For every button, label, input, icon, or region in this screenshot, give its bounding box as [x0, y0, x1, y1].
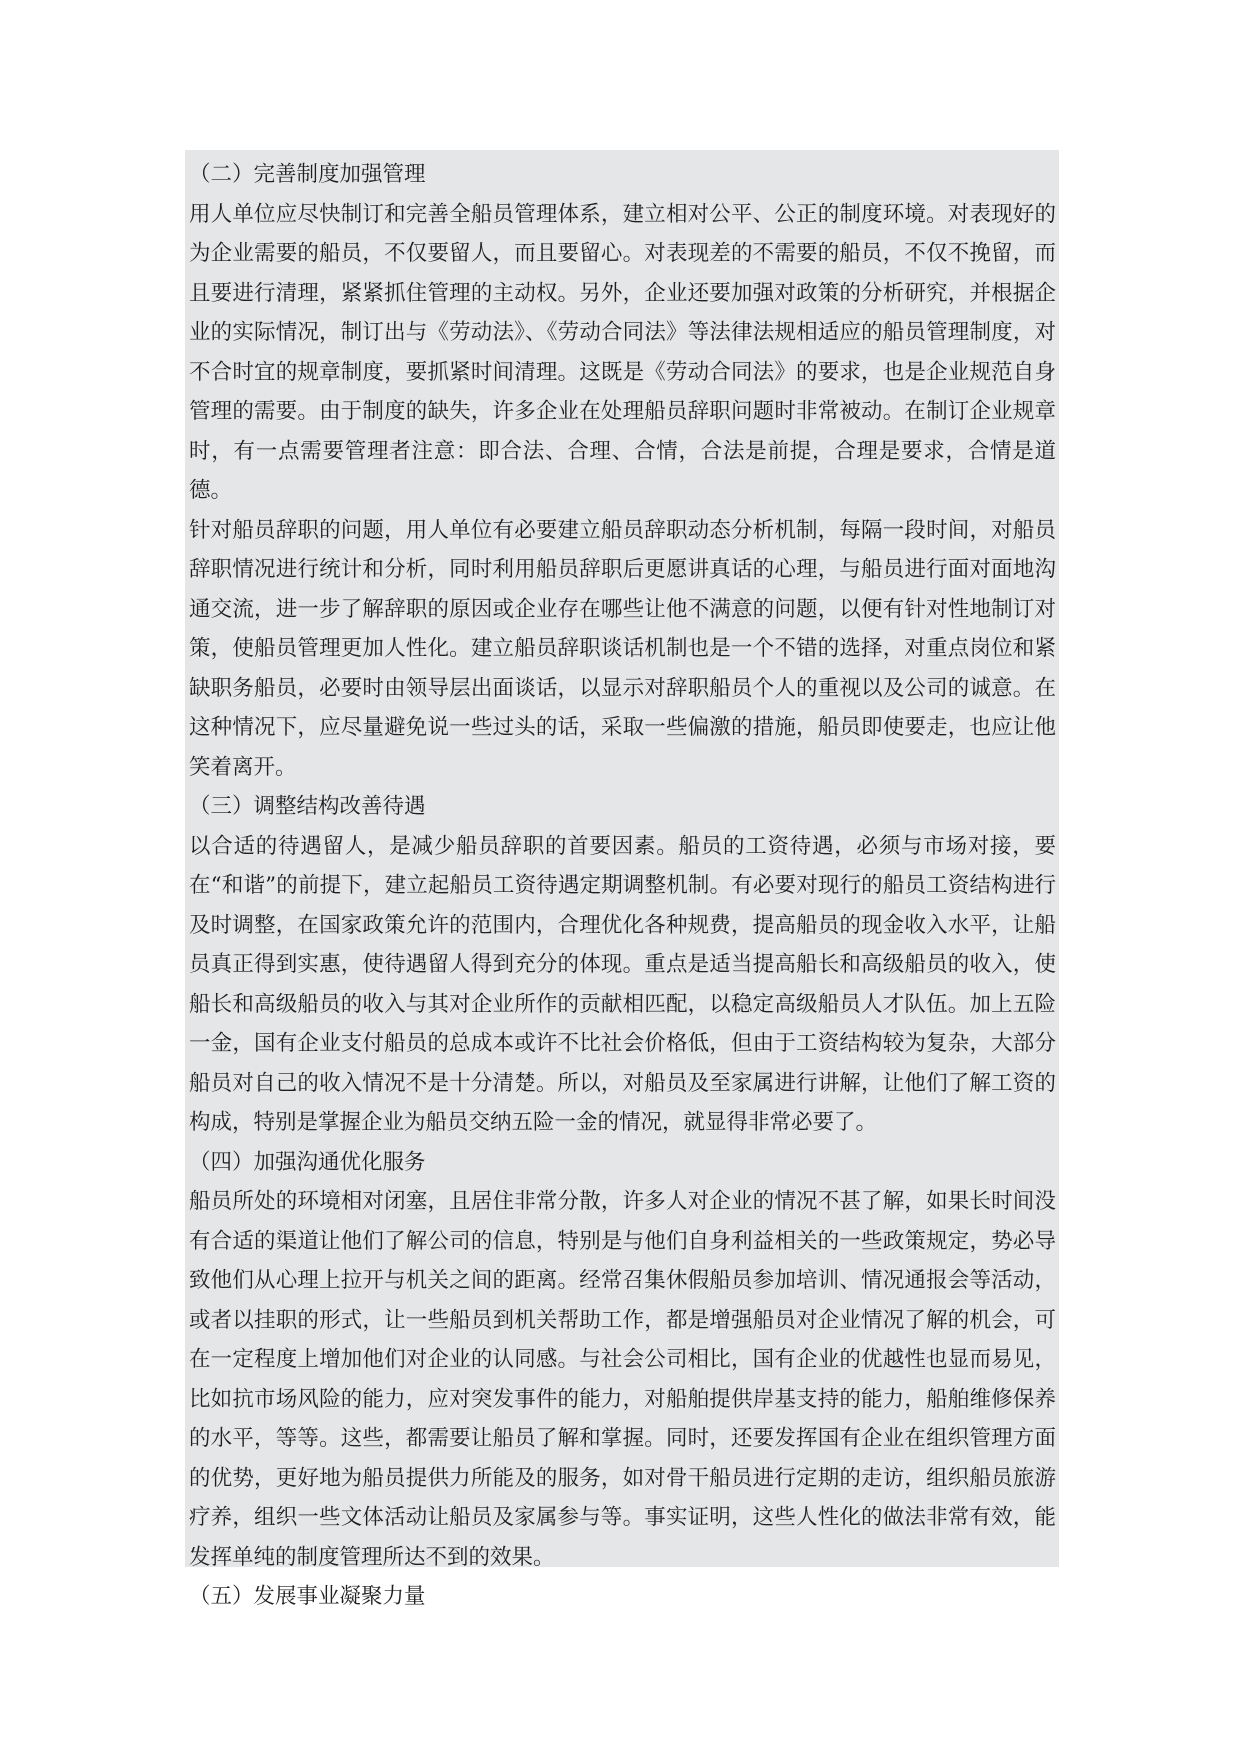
section-3-paragraph-1: 以合适的待遇留人，是减少船员辞职的首要因素。船员的工资待遇，必须与市场对接，要在“和谐”的前提下，建立起船员工资待遇定期调整机制。有必要对现行的船员工资结构进行及时调整，在国家政策允许的范围内，合理优化各种规费，提高船员的现金收入水平，让船员真正得到实惠，使待遇留人得到充分的体现。重点是适当提高船长和高级船员的收入，使船长和高级船员的收入与其对企业所作的贡献相匹配，以稳定高级船员人才队伍。加上五险一金，国有企业支付船员的总成本或许不比社会价格低，但由于工资结构较为复杂，大部分船员对自己的收入情况不是十分清楚。所以，对船员及至家属进行讲解，让他们了解工资的构成，特别是掌握企业为船员交纳五险一金的情况，就显得非常必要了。	[189, 833, 1056, 1135]
section-2-paragraph-1: 用人单位应尽快制订和完善全船员管理体系，建立相对公平、公正的制度环境。对表现好的为企业需要的船员，不仅要留人，而且要留心。对表现差的不需要的船员，不仅不挽留，而且要进行清理，紧紧抓住管理的主动权。另外，企业还要加强对政策的分析研究，并根据企业的实际情况，制订出与《劳动法》、《劳动合同法》等法律法规相适应的船员管理制度，对不合时宜的规章制度，要抓紧时间清理。这既是《劳动合同法》的要求，也是企业规范自身管理的需要。由于制度的缺失，许多企业在处理船员辞职问题时非常被动。在制订企业规章时，有一点需要管理者注意：即合法、合理、合情，合法是前提，合理是要求，合情是道德。	[189, 201, 1056, 503]
document-text-block	[185, 150, 1059, 1609]
section-2-paragraph-2: 针对船员辞职的问题，用人单位有必要建立船员辞职动态分析机制，每隔一段时间，对船员辞职情况进行统计和分析，同时利用船员辞职后更愿讲真话的心理，与船员进行面对面地沟通交流，进一步了解辞职的原因或企业存在哪些让他不满意的问题，以便有针对性地制订对策，使船员管理更加人性化。建立船员辞职谈话机制也是一个不错的选择，对重点岗位和紧缺职务船员，必要时由领导层出面谈话，以显示对辞职船员个人的重视以及公司的诚意。在这种情况下，应尽量避免说一些过头的话，采取一些偏激的措施，船员即使要走，也应让他笑着离开。	[189, 517, 1056, 780]
section-heading-4: （四）加强沟通优化服务	[189, 1149, 426, 1175]
section-4-paragraph-1: 船员所处的环境相对闭塞，且居住非常分散，许多人对企业的情况不甚了解，如果长时间没有合适的渠道让他们了解公司的信息，特别是与他们自身利益相关的一些政策规定，势必导致他们从心理上拉开与机关之间的距离。经常召集休假船员参加培训、情况通报会等活动，或者以挂职的形式，让一些船员到机关帮助工作，都是增强船员对企业情况了解的机会，可在一定程度上增加他们对企业的认同感。与社会公司相比，国有企业的优越性也显而易见，比如抗市场风险的能力，应对突发事件的能力，对船舶提供岸基支持的能力，船舶维修保养的水平，等等。这些，都需要让船员了解和掌握。同时，还要发挥国有企业在组织管理方面的优势，更好地为船员提供力所能及的服务，如对骨干船员进行定期的走访，组织船员旅游疗养，组织一些文体活动让船员及家属参与等。事实证明，这些人性化的做法非常有效，能发挥单纯的制度管理所达不到的效果。	[189, 1189, 1056, 1570]
section-heading-5: （五）发展事业凝聚力量	[189, 1584, 426, 1609]
section-heading-2: （二）完善制度加强管理	[189, 162, 426, 187]
section-heading-3: （三）调整结构改善待遇	[189, 794, 426, 819]
